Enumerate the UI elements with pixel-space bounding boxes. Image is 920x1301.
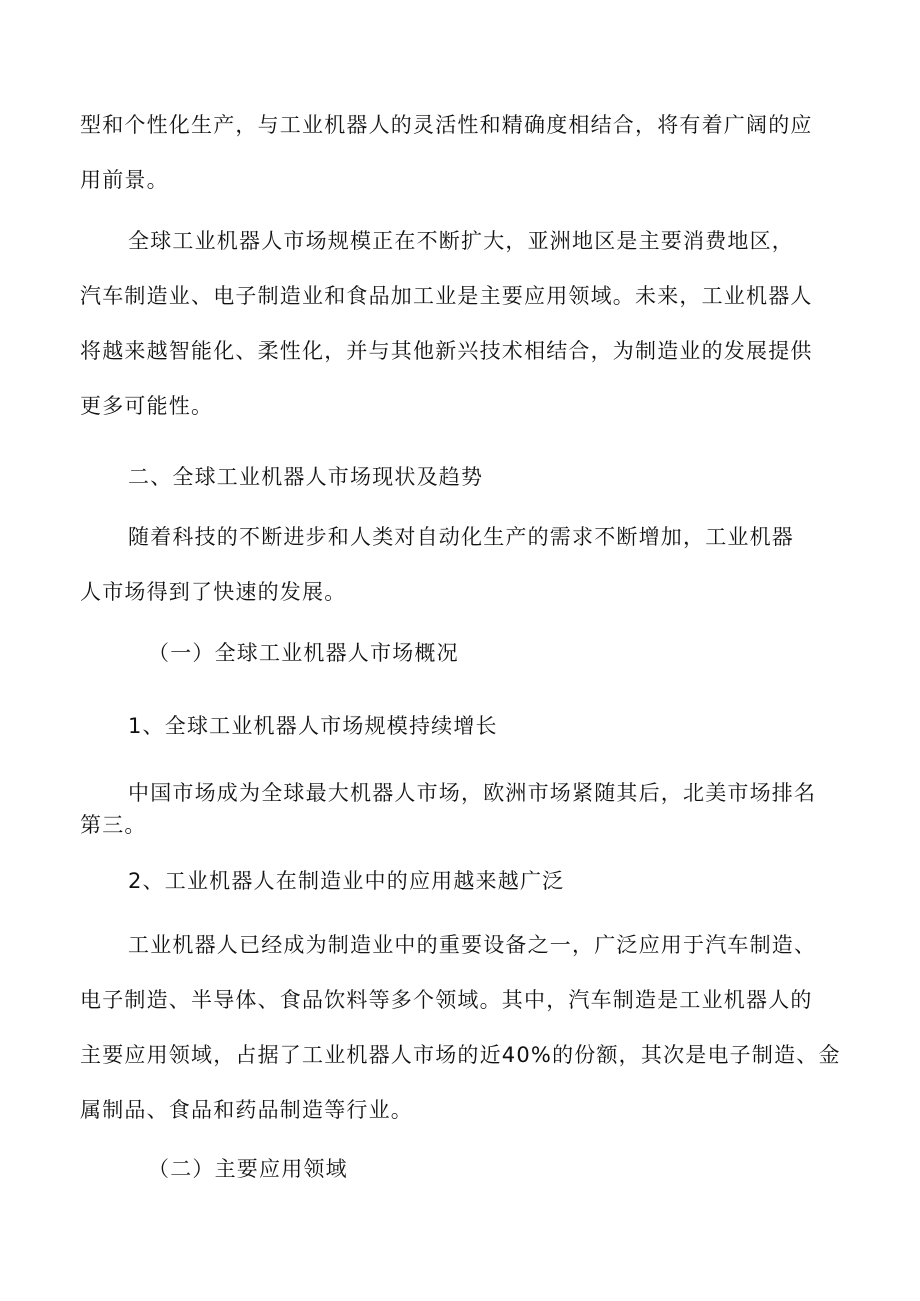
- text-line: 工业机器人已经成为制造业中的重要设备之一，广泛应用于汽车制造、: [128, 933, 817, 957]
- text-line: 更多可能性。: [80, 394, 214, 418]
- text-line: 型和个性化生产，与工业机器人的灵活性和精确度相结合，将有着广阔的应: [80, 113, 813, 137]
- text-line: 汽车制造业、电子制造业和食品加工业是主要应用领域。未来，工业机器人: [80, 284, 813, 308]
- text-line: 主要应用领域，占据了工业机器人市场的近40%的份额，其次是电子制造、金: [80, 1043, 841, 1067]
- text-line: 第三。: [80, 813, 147, 837]
- text-line: 随着科技的不断进步和人类对自动化生产的需求不断增加，工业机器: [128, 525, 794, 549]
- text-line: 全球工业机器人市场规模正在不断扩大，亚洲地区是主要消费地区，: [128, 229, 794, 253]
- item-heading-2: 2、工业机器人在制造业中的应用越来越广泛: [128, 869, 565, 893]
- text-line: 用前景。: [80, 168, 169, 192]
- text-line: 人市场得到了快速的发展。: [80, 580, 347, 604]
- text-line: 电子制造、半导体、食品饮料等多个领域。其中，汽车制造是工业机器人的: [80, 988, 813, 1012]
- text-line: 将越来越智能化、柔性化，并与其他新兴技术相结合，为制造业的发展提供: [80, 339, 813, 363]
- section-heading-2: 二、全球工业机器人市场现状及趋势: [128, 465, 484, 489]
- item-heading-1: 1、全球工业机器人市场规模持续增长: [128, 714, 498, 738]
- text-line: 属制品、食品和药品制造等行业。: [80, 1098, 413, 1122]
- subsection-heading-2: （二）主要应用领域: [148, 1157, 348, 1181]
- text-line: 中国市场成为全球最大机器人市场，欧洲市场紧随其后，北美市场排名: [128, 781, 817, 805]
- subsection-heading-1: （一）全球工业机器人市场概况: [148, 641, 459, 665]
